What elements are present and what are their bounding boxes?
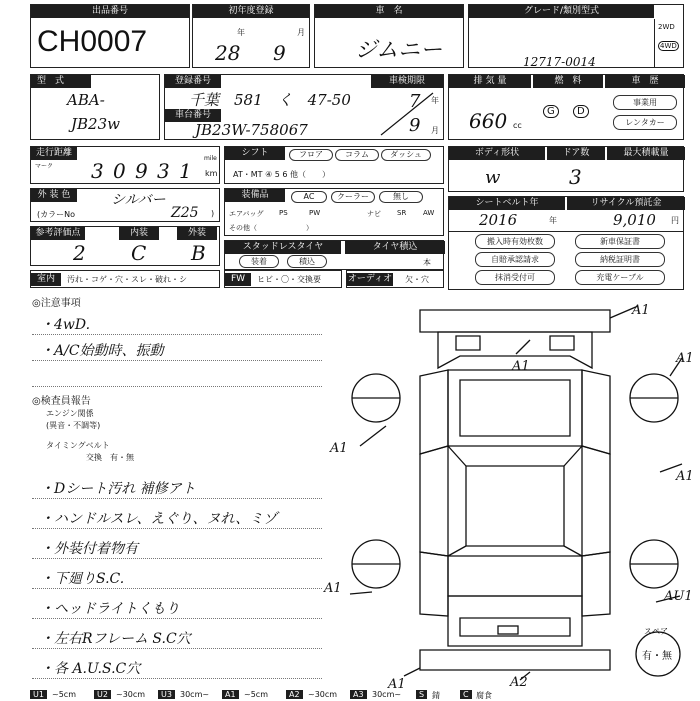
- inspection-year-unit: 年: [431, 96, 439, 105]
- mileage-digits: [91, 155, 201, 183]
- registration-box: [164, 74, 444, 140]
- recycle-value: 9,010: [613, 211, 656, 229]
- max-load-label: 最大積載量: [607, 147, 685, 160]
- recycle-label: リサイクル預託金: [567, 197, 685, 210]
- first-registration-label: 初年度登録: [193, 5, 309, 18]
- exterior-color-value: シルバー: [111, 192, 166, 208]
- fw-value: ヒビ・〇・交換要: [257, 275, 321, 284]
- note-line: ・A/C始動時、振動: [40, 343, 164, 359]
- fw-box: [224, 270, 342, 288]
- shift-floor: フロア: [289, 149, 333, 161]
- damage-mark: A1: [676, 469, 694, 484]
- doc-carry-in: 搬入時有効枚数: [475, 234, 555, 249]
- doc-jibai: 自賠承認請求: [475, 252, 555, 267]
- legend-value: 30cm~: [180, 690, 210, 699]
- damage-mark: A1: [388, 677, 406, 690]
- mileage-box: [30, 146, 220, 184]
- spare-label: スペア: [644, 627, 668, 636]
- equip-airbag: エアバッグ: [229, 210, 264, 218]
- doc-warranty: 新車保証書: [575, 234, 665, 249]
- fuel-g: G: [543, 105, 559, 118]
- note-line: ・4wD.: [40, 317, 91, 333]
- chassis-value: JB23W-758067: [195, 121, 308, 139]
- chassis-label: 車台番号: [165, 109, 221, 122]
- legend-value: 錆: [432, 691, 440, 700]
- legend-value: ~30cm: [308, 690, 338, 699]
- documents-box: [448, 232, 684, 290]
- damage-mark: A1: [330, 441, 348, 456]
- grade-value: 12717-0014: [523, 55, 596, 69]
- displacement-unit: cc: [513, 121, 522, 130]
- lot-label: 出品番号: [31, 5, 189, 18]
- displacement-value: 660: [469, 109, 508, 133]
- mileage-unit: km: [205, 169, 218, 178]
- exterior-color-label: 外 装 色: [31, 189, 77, 202]
- mileage-digit: 1: [179, 159, 192, 183]
- studless-mounted: 装着: [239, 255, 279, 268]
- fuel-label: 燃 料: [533, 75, 603, 88]
- first-registration-month: 9: [273, 41, 286, 65]
- doors-label: ドア数: [547, 147, 605, 160]
- doc-tax: 納税証明書: [575, 252, 665, 267]
- inspector-line: ・ヘッドライトくもり: [40, 601, 180, 617]
- usage-business: 事業用: [613, 95, 677, 110]
- doors-value: 3: [569, 165, 582, 189]
- fw-label: FW: [225, 273, 251, 286]
- seatbelt-label: シートベルト年: [449, 197, 565, 210]
- seatbelt-unit: 年: [549, 216, 557, 225]
- seatbelt-recycle-box: [448, 196, 684, 232]
- score-value: 2: [73, 241, 86, 265]
- inspector-line: ・下廻りS.C.: [40, 571, 125, 587]
- car-name-label: 車 名: [315, 5, 463, 18]
- model-line2: JB23w: [71, 115, 120, 133]
- model-box: [30, 74, 160, 140]
- lot-box: [30, 4, 190, 68]
- legend-value: ~5cm: [244, 690, 268, 699]
- damage-mark: A1: [632, 303, 650, 318]
- inspector-line: ・ハンドルスレ、えぐり、ヌれ、ミゾ: [40, 511, 278, 527]
- first-registration-year: 28: [215, 41, 241, 65]
- interior-state-box: [30, 270, 220, 288]
- exterior-color-box: [30, 188, 220, 222]
- seatbelt-value: 2016: [479, 211, 518, 229]
- studless-box: [224, 240, 444, 270]
- equip-navi: ナビ: [367, 210, 381, 218]
- doc-charge-cable: 充電ケーブル: [575, 270, 665, 285]
- tire-load-label: タイヤ積込: [345, 241, 445, 254]
- body-box: [448, 146, 684, 192]
- audio-box: [346, 270, 444, 288]
- damage-mark: A2: [510, 675, 528, 690]
- shift-dash: ダッシュ: [381, 149, 431, 161]
- usage-label: 車 歴: [605, 75, 685, 88]
- interior-score: C: [131, 241, 147, 265]
- exterior-score: B: [191, 241, 206, 265]
- legend-value: 腐食: [476, 691, 492, 700]
- mileage-mark: マーク: [35, 163, 54, 170]
- fuel-d: D: [573, 105, 589, 118]
- inspection-label: 車検期限: [371, 75, 443, 88]
- damage-mark: A1: [676, 351, 694, 366]
- inspector-lines: [32, 470, 322, 688]
- mileage-digit: 9: [135, 159, 148, 183]
- drive-column: [654, 19, 684, 68]
- engine-fuel-box: [448, 74, 684, 140]
- legend-key: S: [416, 690, 427, 699]
- body-type-label: ボディ形状: [449, 147, 545, 160]
- color-code-label: (カラーNo: [37, 210, 75, 219]
- notes-title: ◎注意事項: [32, 298, 81, 309]
- mileage-digit: 3: [157, 159, 170, 183]
- damage-mark: A1: [512, 359, 530, 374]
- mileage-label: 走行距離: [31, 147, 77, 160]
- shift-label: シフト: [225, 147, 285, 160]
- registration-value: 千葉 581 く 47-50: [189, 91, 351, 109]
- equip-other: その他（ ）: [229, 224, 313, 232]
- inspector-title: ◎検査員報告: [32, 396, 91, 407]
- legend-key: A3: [350, 690, 367, 699]
- damage-mark: AU1: [664, 589, 693, 604]
- car-name-box: [314, 4, 464, 68]
- inspector-line: ・外装付着物有: [40, 541, 138, 557]
- interior-state-value: 汚れ・コゲ・穴・スレ・破れ・シ: [67, 275, 187, 284]
- legend-value: ~5cm: [52, 690, 76, 699]
- grade-label: グレード/類別型式: [469, 5, 654, 18]
- inspection-month-unit: 月: [431, 126, 439, 135]
- legend-value: ~30cm: [116, 690, 146, 699]
- inspector-line: ・左右Rフレーム S.C穴: [40, 631, 191, 647]
- color-code-value: Z25: [171, 205, 199, 221]
- displacement-label: 排 気 量: [449, 75, 531, 88]
- car-name-value: ジムニー: [355, 38, 443, 63]
- doc-deregister: 抹消受付可: [475, 270, 555, 285]
- equip-sr: SR: [397, 209, 407, 217]
- studless-loaded: 積込: [287, 255, 327, 268]
- grade-box: [468, 4, 684, 68]
- car-diagram: [320, 296, 700, 690]
- model-line1: ABA-: [67, 91, 105, 109]
- timing-belt-value: 交換 有・無: [86, 453, 134, 462]
- equip-ps: PS: [279, 209, 288, 217]
- usage-rental: レンタカー: [613, 115, 677, 130]
- mileage-digit: 3: [91, 159, 104, 183]
- inspector-line: ・Dシート汚れ 補修アト: [40, 481, 196, 497]
- legend-value: 30cm~: [372, 690, 402, 699]
- audio-value: 欠・穴: [405, 275, 429, 284]
- inspection-strike: [371, 89, 443, 139]
- body-type-value: w: [485, 167, 501, 188]
- shift-box: [224, 146, 444, 184]
- interior-label: 内装: [119, 227, 159, 240]
- registration-label: 登録番号: [165, 75, 221, 88]
- legend-bar: [30, 690, 700, 700]
- recycle-unit: 円: [671, 216, 679, 225]
- exterior-label: 外装: [177, 227, 217, 240]
- damage-mark: A1: [324, 581, 342, 596]
- equip-ac: AC: [291, 191, 327, 203]
- drive-4wd: 4WD: [660, 42, 677, 50]
- legend-key: C: [460, 690, 472, 699]
- shift-column: コラム: [335, 149, 379, 161]
- legend-key: U2: [94, 690, 111, 699]
- legend-key: A1: [222, 690, 239, 699]
- inspector-line: ・各 A.U.S.C穴: [40, 661, 141, 677]
- color-code-close: ): [211, 209, 215, 218]
- scores-box: [30, 226, 220, 266]
- tire-load-value: 本: [423, 258, 431, 267]
- mileage-mile-unit: mile: [204, 155, 217, 162]
- spare-value: 有・無: [642, 651, 672, 662]
- equip-pw: PW: [309, 209, 321, 217]
- timing-belt-label: タイミングベルト: [46, 441, 110, 450]
- shift-row2: AT・MT ④ 5 6 他（ ）: [233, 170, 331, 179]
- interior-state-label: 室内: [31, 273, 61, 286]
- studless-label: スタッドレスタイヤ: [225, 241, 341, 254]
- lot-number: CH0007: [37, 25, 148, 58]
- legend-key: U1: [30, 690, 47, 699]
- mileage-digit: 0: [113, 159, 126, 183]
- engine-sublabel: (異音・不調等): [46, 421, 101, 430]
- score-label: 参考評価点: [31, 227, 85, 240]
- engine-label: エンジン関係: [46, 409, 94, 418]
- inspection-month: 9: [409, 115, 421, 136]
- notes-area: [32, 310, 322, 390]
- drive-2wd: 2WD: [658, 23, 675, 31]
- year-unit: 年: [237, 28, 245, 37]
- equip-aw: AW: [423, 209, 435, 217]
- legend-key: U3: [158, 690, 175, 699]
- equipment-box: [224, 188, 444, 236]
- month-unit: 月: [297, 28, 305, 37]
- equip-cooler: クーラー: [331, 191, 375, 203]
- model-label: 型 式: [31, 75, 91, 88]
- first-registration-box: [192, 4, 310, 68]
- inspection-year: 7: [409, 91, 421, 112]
- legend-key: A2: [286, 690, 303, 699]
- audio-label: オーディオ: [347, 274, 393, 284]
- equip-none: 無し: [379, 191, 423, 203]
- equipment-label: 装備品: [225, 189, 285, 202]
